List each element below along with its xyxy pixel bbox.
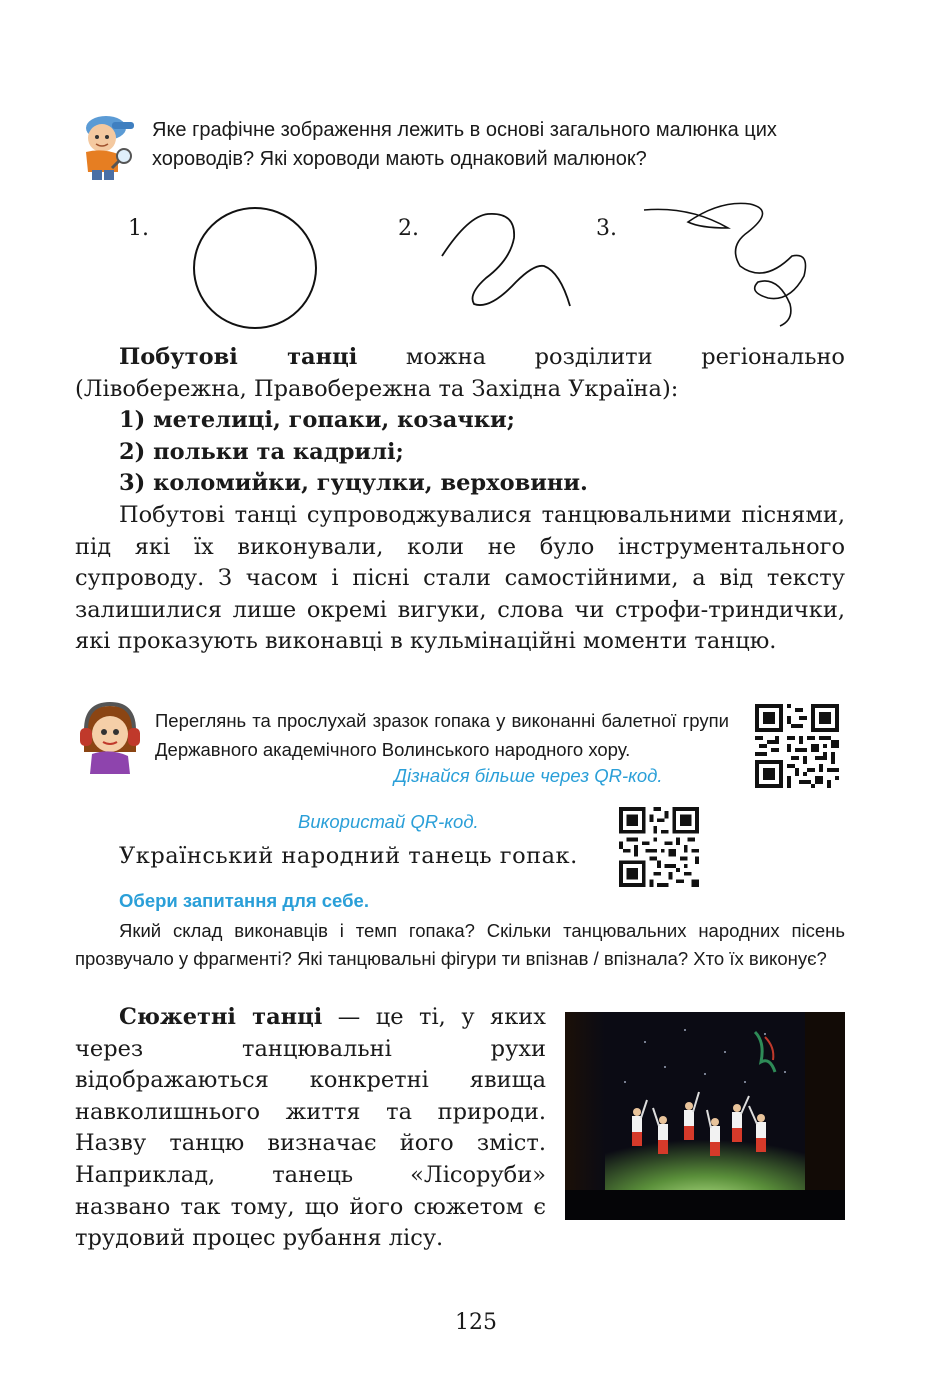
- figure-number-1: 1.: [128, 216, 149, 241]
- everyday-dances-paragraph: Побутові танці супроводжувалися танцювальними піснями, під які їх виконували, коли не було інструментального супроводу. З часом і пісні стали самостійними, а від тексту залишилися лише окремі вигуки, слова чи строфи-триндички, які проказують виконавці в кульмінаційні моменти танцю.: [75, 501, 845, 655]
- question-text: [152, 116, 852, 174]
- figure-number-2: 2.: [398, 216, 419, 241]
- plot-dances-section: [75, 1002, 546, 1255]
- choose-questions-body: Який склад виконавців і темп гопака? Скільки танцювальних народних пісень прозвучало у фрагменті? Які танцювальні фігури ти впізнав / впізнала? Хто їх виконує?: [75, 920, 845, 969]
- qr-link-text[interactable]: Дізнайся більше через QR-код.: [394, 765, 663, 786]
- qr-code-2[interactable]: [619, 807, 699, 887]
- listen-task: Переглянь та прослухай зразок гопака у виконанні балетної групи Державного академічного Волинського народного хору.: [155, 710, 729, 760]
- spiral-figure: [640, 192, 820, 336]
- boy-with-magnifier-icon: [72, 108, 138, 182]
- dance-list-item-3: 3) коломийки, гуцулки, верховини.: [119, 470, 588, 497]
- gopak-title: Український народний танець гопак.: [119, 843, 578, 869]
- plot-dances-paragraph: [75, 1002, 546, 1255]
- dance-stage-photo: [565, 1012, 845, 1220]
- page-number: 125: [455, 1310, 497, 1335]
- qr-code-1[interactable]: [755, 704, 839, 788]
- everyday-dances-term: Побутові танці: [119, 344, 358, 370]
- dance-list-item-2: 2) польки та кадрилі;: [119, 438, 404, 465]
- zigzag-figure: [438, 206, 588, 320]
- question-line-2: хороводів? Які хороводи мають однаковий малюнок?: [152, 148, 647, 170]
- choose-questions-text: [75, 917, 845, 973]
- everyday-dances-intro-text: можна розділити регіонально (Лівобережна, Правобережна та Західна Україна):: [75, 344, 845, 402]
- everyday-dances-intro: [75, 342, 845, 405]
- use-qr-hint: Використай QR-код.: [298, 811, 479, 832]
- figure-number-3: 3.: [596, 216, 617, 241]
- choose-questions-heading: Обери запитання для себе.: [119, 890, 369, 911]
- circle-figure: [192, 206, 318, 334]
- question-line-1: Яке графічне зображення лежить в основі загального малюнка цих: [152, 119, 777, 141]
- everyday-dances-section: [75, 342, 845, 658]
- plot-dances-term: Сюжетні танці: [119, 1004, 323, 1030]
- dance-list-item-1: 1) метелиці, гопаки, козачки;: [119, 407, 515, 434]
- plot-dances-text: — це ті, у яких через танцювальні рухи відображаються конкретні явища навколишнього життя та природи. Назву танцю визначає його зміст. Наприклад, танець «Лісоруби» названо так тому, що його сюжетом є трудовий процес рубання лісу.: [75, 1004, 546, 1252]
- girl-with-headphones-icon: [74, 700, 146, 778]
